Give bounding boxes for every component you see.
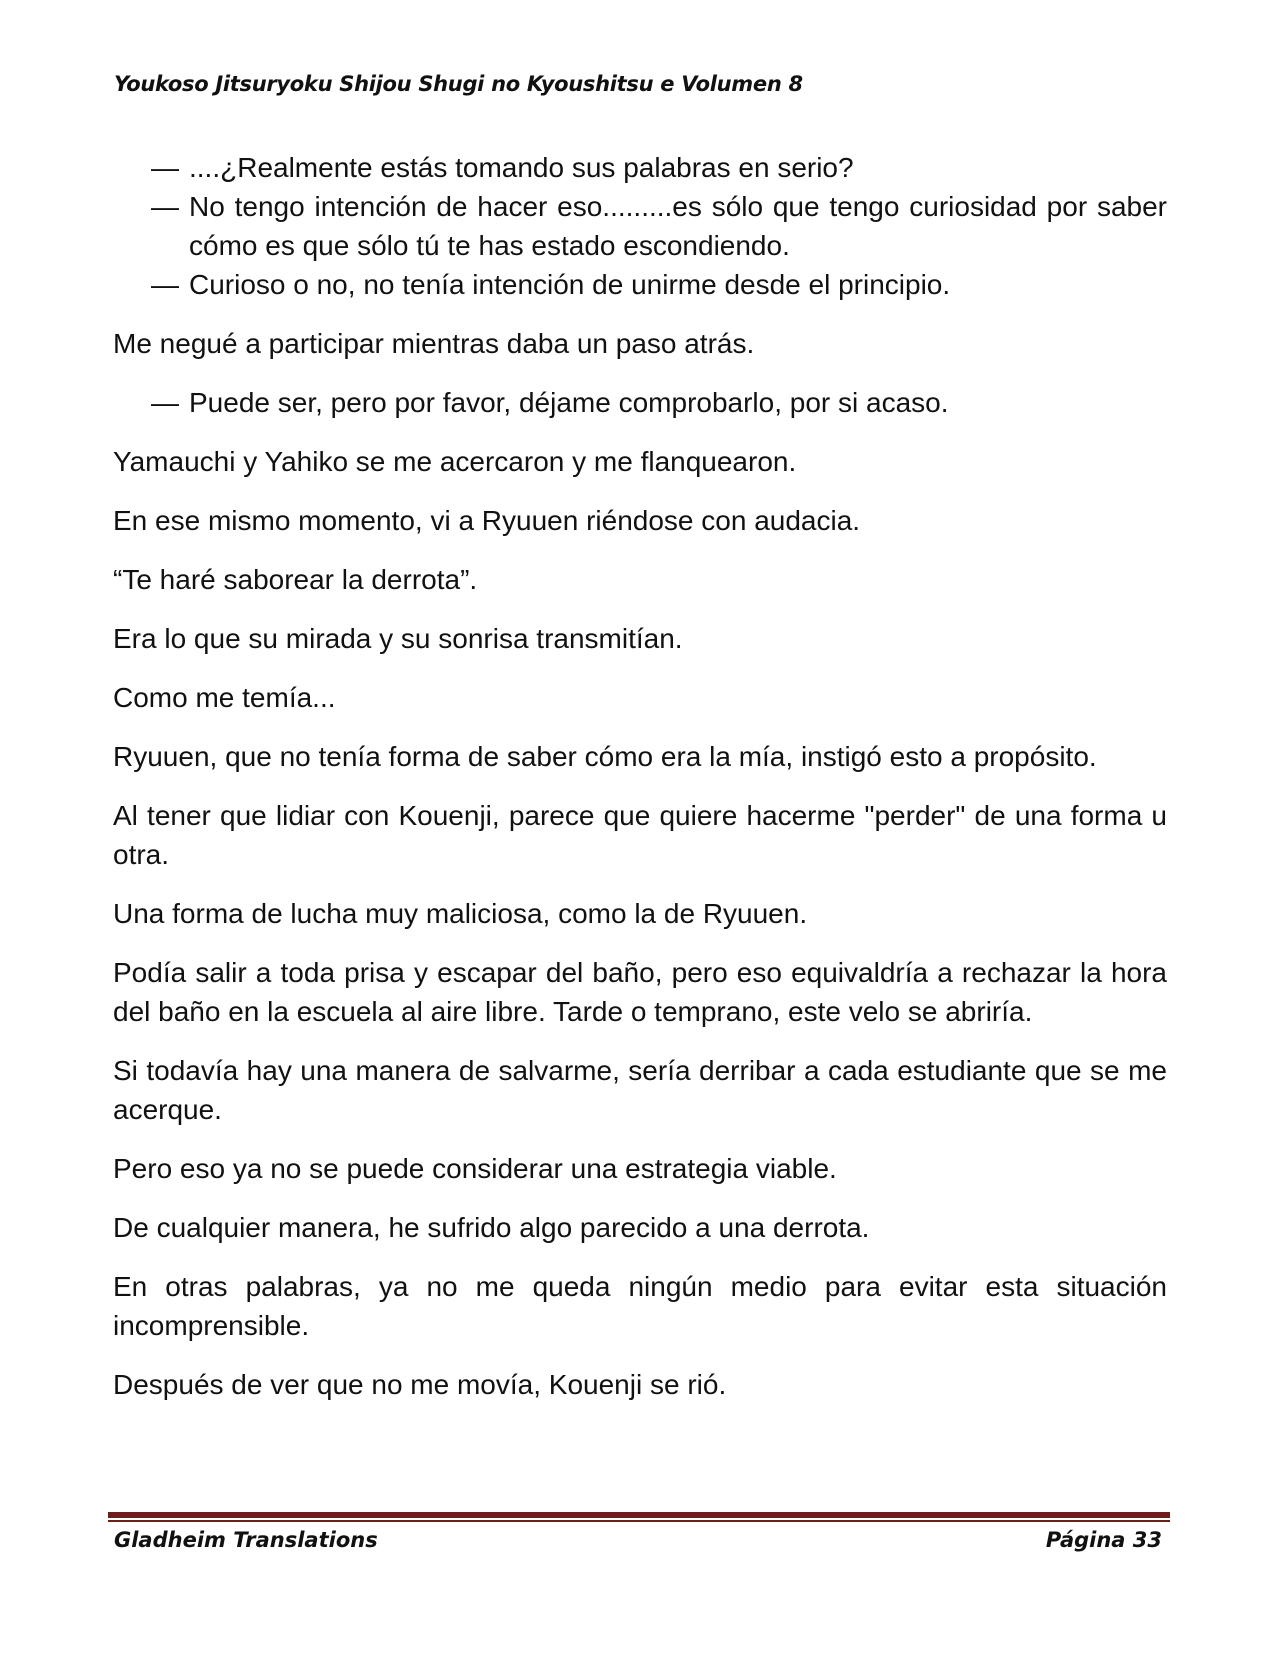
dialog-text: Curioso o no, no tenía intención de unirme desde el principio. — [189, 269, 951, 300]
footer-row — [108, 1528, 1170, 1552]
dialog-dash: — — [151, 387, 179, 418]
dialog-dash: — — [151, 152, 179, 183]
paragraph: Ryuuen, que no tenía forma de saber cómo era la mía, instigó esto a propósito. — [113, 741, 1097, 772]
paragraph: Después de ver que no me movía, Kouenji se rió. — [113, 1369, 727, 1400]
dialog-group-1 — [113, 148, 1167, 304]
footer-translator-credit: Gladheim Translations — [114, 1528, 378, 1552]
dialog-group-2 — [113, 383, 1167, 422]
page-footer — [108, 1512, 1170, 1552]
dialog-dash: — — [151, 191, 179, 222]
footer-rule-thin — [108, 1520, 1170, 1522]
dialog-text: ....¿Realmente estás tomando sus palabras en serio? — [189, 152, 854, 183]
paragraph: Como me temía... — [113, 682, 336, 713]
paragraph: De cualquier manera, he sufrido algo parecido a una derrota. — [113, 1212, 870, 1243]
footer-rule — [108, 1512, 1170, 1518]
paragraph: Era lo que su mirada y su sonrisa transmitían. — [113, 623, 683, 654]
dialog-dash: — — [151, 269, 179, 300]
paragraph: Yamauchi y Yahiko se me acercaron y me flanquearon. — [113, 446, 797, 477]
paragraph: Al tener que lidiar con Kouenji, parece que quiere hacerme "perder" de una forma u otra. — [113, 800, 1167, 870]
page-header-title: Youkoso Jitsuryoku Shijou Shugi no Kyoushitsu e Volumen 8 — [114, 72, 803, 96]
paragraph: “Te haré saborear la derrota”. — [113, 564, 478, 595]
paragraph: Pero eso ya no se puede considerar una estrategia viable. — [113, 1153, 837, 1184]
paragraph: Una forma de lucha muy maliciosa, como la de Ryuuen. — [113, 898, 808, 929]
footer-page-number: Página 33 — [1045, 1528, 1162, 1552]
dialog-line — [113, 265, 1167, 304]
dialog-line — [113, 148, 1167, 187]
paragraph: En otras palabras, ya no me queda ningún medio para evitar esta situación incomprensible. — [113, 1271, 1167, 1341]
dialog-line — [113, 187, 1167, 265]
paragraph: En ese mismo momento, vi a Ryuuen riéndose con audacia. — [113, 505, 861, 536]
dialog-text: No tengo intención de hacer eso.........es sólo que tengo curiosidad por saber cómo es que sólo tú te has estado escondiendo. — [189, 191, 1167, 261]
paragraph: Me negué a participar mientras daba un paso atrás. — [113, 328, 755, 359]
dialog-text: Puede ser, pero por favor, déjame comprobarlo, por si acaso. — [189, 387, 949, 418]
paragraph: Podía salir a toda prisa y escapar del baño, pero eso equivaldría a rechazar la hora del baño en la escuela al aire libre. Tarde o temprano, este velo se abriría. — [113, 957, 1167, 1027]
dialog-line — [113, 383, 1167, 422]
page-body — [113, 148, 1167, 1424]
paragraph: Si todavía hay una manera de salvarme, sería derribar a cada estudiante que se me acerque. — [113, 1055, 1167, 1125]
